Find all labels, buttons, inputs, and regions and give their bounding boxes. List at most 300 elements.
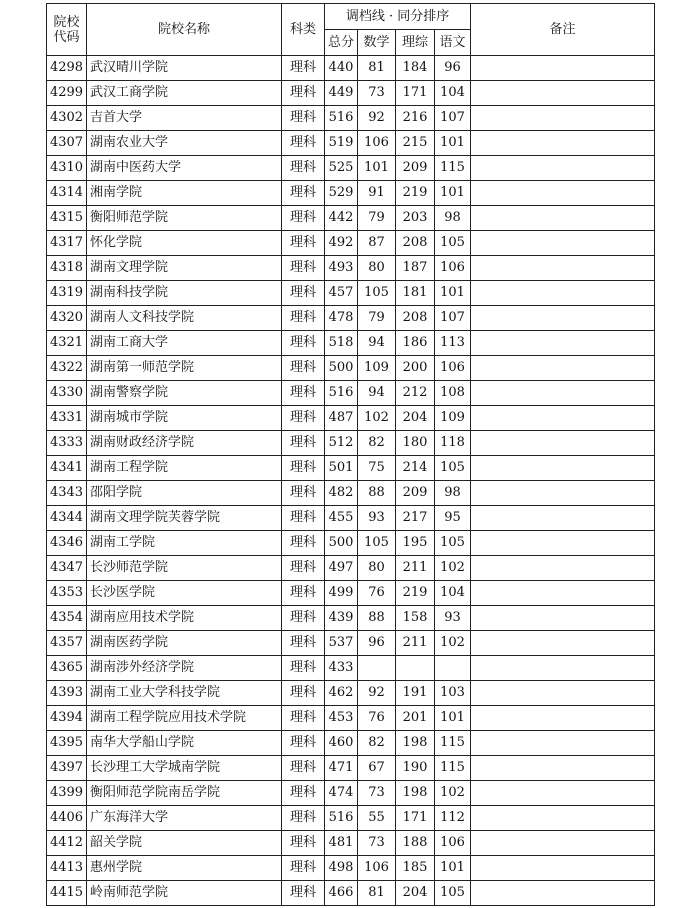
cell-category: 理科 [282, 706, 325, 731]
cell-total: 439 [325, 606, 358, 631]
cell-math: 88 [358, 481, 396, 506]
cell-code: 4406 [47, 806, 87, 831]
cell-math: 81 [358, 56, 396, 81]
table-body [47, 56, 655, 906]
table-row [47, 481, 655, 506]
cell-chinese [435, 656, 471, 681]
cell-name: 武汉晴川学院 [87, 56, 282, 81]
cell-total: 498 [325, 856, 358, 881]
cell-total: 482 [325, 481, 358, 506]
cell-math: 82 [358, 731, 396, 756]
cell-code: 4346 [47, 531, 87, 556]
cell-chinese: 93 [435, 606, 471, 631]
cell-chinese: 106 [435, 356, 471, 381]
cell-science: 171 [396, 81, 435, 106]
cell-chinese: 105 [435, 456, 471, 481]
cell-math: 81 [358, 881, 396, 906]
cell-science: 209 [396, 156, 435, 181]
cell-total: 501 [325, 456, 358, 481]
cell-math: 106 [358, 856, 396, 881]
cell-code: 4322 [47, 356, 87, 381]
table-row [47, 256, 655, 281]
table-row [47, 456, 655, 481]
cell-note [471, 531, 655, 556]
cell-name: 怀化学院 [87, 231, 282, 256]
cell-note [471, 356, 655, 381]
cell-total: 519 [325, 131, 358, 156]
cell-total: 462 [325, 681, 358, 706]
cell-total: 449 [325, 81, 358, 106]
table-row [47, 756, 655, 781]
cell-math: 55 [358, 806, 396, 831]
cell-code: 4393 [47, 681, 87, 706]
table-row [47, 706, 655, 731]
cell-total: 492 [325, 231, 358, 256]
cell-total: 512 [325, 431, 358, 456]
cell-category: 理科 [282, 581, 325, 606]
cell-total: 516 [325, 381, 358, 406]
cell-name: 湖南人文科技学院 [87, 306, 282, 331]
cell-code: 4341 [47, 456, 87, 481]
cell-note [471, 831, 655, 856]
cell-name: 湖南工业大学科技学院 [87, 681, 282, 706]
cell-total: 474 [325, 781, 358, 806]
cell-code: 4302 [47, 106, 87, 131]
table-row [47, 731, 655, 756]
cell-note [471, 481, 655, 506]
cell-science: 158 [396, 606, 435, 631]
table-row [47, 681, 655, 706]
cell-total: 466 [325, 881, 358, 906]
cell-chinese: 101 [435, 281, 471, 306]
cell-science: 200 [396, 356, 435, 381]
cell-code: 4317 [47, 231, 87, 256]
cell-chinese: 107 [435, 106, 471, 131]
cell-math: 106 [358, 131, 396, 156]
cell-name: 湖南工程学院 [87, 456, 282, 481]
cell-category: 理科 [282, 881, 325, 906]
cell-category: 理科 [282, 756, 325, 781]
cell-note [471, 781, 655, 806]
cell-code: 4314 [47, 181, 87, 206]
cell-chinese: 95 [435, 506, 471, 531]
cell-name: 岭南师范学院 [87, 881, 282, 906]
header-category: 科类 [282, 4, 325, 56]
cell-category: 理科 [282, 656, 325, 681]
cell-name: 湖南工商大学 [87, 331, 282, 356]
cell-name: 湖南农业大学 [87, 131, 282, 156]
cell-science: 212 [396, 381, 435, 406]
cell-category: 理科 [282, 806, 325, 831]
cell-total: 529 [325, 181, 358, 206]
cell-name: 湖南工学院 [87, 531, 282, 556]
cell-note [471, 231, 655, 256]
cell-code: 4330 [47, 381, 87, 406]
cell-code: 4347 [47, 556, 87, 581]
cell-chinese: 107 [435, 306, 471, 331]
cell-name: 湖南文理学院 [87, 256, 282, 281]
table-row [47, 356, 655, 381]
cell-total: 481 [325, 831, 358, 856]
cell-category: 理科 [282, 781, 325, 806]
table-row [47, 806, 655, 831]
cell-note [471, 306, 655, 331]
cell-math: 105 [358, 281, 396, 306]
table-row [47, 606, 655, 631]
cell-math: 67 [358, 756, 396, 781]
cell-science: 219 [396, 181, 435, 206]
cell-category: 理科 [282, 106, 325, 131]
cell-total: 453 [325, 706, 358, 731]
cell-total: 433 [325, 656, 358, 681]
cell-note [471, 756, 655, 781]
cell-note [471, 556, 655, 581]
cell-math: 79 [358, 306, 396, 331]
cell-chinese: 96 [435, 56, 471, 81]
cell-code: 4315 [47, 206, 87, 231]
header-chinese: 语文 [435, 30, 471, 56]
cell-note [471, 256, 655, 281]
cell-category: 理科 [282, 306, 325, 331]
cell-category: 理科 [282, 731, 325, 756]
cell-chinese: 115 [435, 731, 471, 756]
cell-science: 198 [396, 781, 435, 806]
cell-code: 4415 [47, 881, 87, 906]
cell-math: 73 [358, 781, 396, 806]
cell-note [471, 106, 655, 131]
cell-science: 214 [396, 456, 435, 481]
cell-math: 76 [358, 706, 396, 731]
cell-code: 4331 [47, 406, 87, 431]
table-row [47, 281, 655, 306]
cell-code: 4395 [47, 731, 87, 756]
table-row [47, 831, 655, 856]
cell-note [471, 606, 655, 631]
header-note: 备注 [471, 4, 655, 56]
cell-code: 4412 [47, 831, 87, 856]
cell-math: 73 [358, 81, 396, 106]
table-row [47, 331, 655, 356]
cell-name: 湖南财政经济学院 [87, 431, 282, 456]
cell-chinese: 104 [435, 581, 471, 606]
cell-science: 191 [396, 681, 435, 706]
cell-code: 4299 [47, 81, 87, 106]
cell-note [471, 181, 655, 206]
cell-category: 理科 [282, 631, 325, 656]
cell-math: 109 [358, 356, 396, 381]
cell-code: 4397 [47, 756, 87, 781]
table-row [47, 231, 655, 256]
cell-chinese: 105 [435, 231, 471, 256]
cell-math: 96 [358, 631, 396, 656]
cell-science: 211 [396, 631, 435, 656]
cell-name: 吉首大学 [87, 106, 282, 131]
cell-total: 500 [325, 356, 358, 381]
cell-name: 武汉工商学院 [87, 81, 282, 106]
cell-science: 184 [396, 56, 435, 81]
cell-chinese: 108 [435, 381, 471, 406]
cell-science: 217 [396, 506, 435, 531]
cell-code: 4307 [47, 131, 87, 156]
table-row [47, 81, 655, 106]
cell-science: 181 [396, 281, 435, 306]
cell-note [471, 881, 655, 906]
cell-total: 499 [325, 581, 358, 606]
cell-science: 187 [396, 256, 435, 281]
cell-total: 525 [325, 156, 358, 181]
cell-name: 邵阳学院 [87, 481, 282, 506]
cell-name: 湖南文理学院芙蓉学院 [87, 506, 282, 531]
cell-category: 理科 [282, 431, 325, 456]
cell-science: 209 [396, 481, 435, 506]
cell-note [471, 406, 655, 431]
cell-name: 湘南学院 [87, 181, 282, 206]
cell-total: 455 [325, 506, 358, 531]
cell-chinese: 101 [435, 131, 471, 156]
cell-chinese: 112 [435, 806, 471, 831]
table-row [47, 556, 655, 581]
cell-math: 101 [358, 156, 396, 181]
cell-category: 理科 [282, 481, 325, 506]
cell-code: 4321 [47, 331, 87, 356]
cell-total: 442 [325, 206, 358, 231]
table-row [47, 506, 655, 531]
cell-note [471, 706, 655, 731]
cell-note [471, 56, 655, 81]
cell-science: 201 [396, 706, 435, 731]
cell-math: 94 [358, 381, 396, 406]
cell-science: 198 [396, 731, 435, 756]
cell-total: 471 [325, 756, 358, 781]
table-row [47, 781, 655, 806]
cell-math: 80 [358, 256, 396, 281]
cell-science: 195 [396, 531, 435, 556]
table-row [47, 306, 655, 331]
cell-total: 460 [325, 731, 358, 756]
cell-note [471, 631, 655, 656]
cell-name: 南华大学船山学院 [87, 731, 282, 756]
cell-math: 75 [358, 456, 396, 481]
cell-chinese: 109 [435, 406, 471, 431]
cell-math: 79 [358, 206, 396, 231]
cell-category: 理科 [282, 156, 325, 181]
cell-total: 518 [325, 331, 358, 356]
cell-code: 4357 [47, 631, 87, 656]
cell-science: 215 [396, 131, 435, 156]
cell-science: 204 [396, 406, 435, 431]
table-row [47, 56, 655, 81]
cell-chinese: 113 [435, 331, 471, 356]
cell-note [471, 681, 655, 706]
cell-chinese: 115 [435, 156, 471, 181]
cell-note [471, 131, 655, 156]
cell-code: 4353 [47, 581, 87, 606]
table-row [47, 581, 655, 606]
cell-chinese: 102 [435, 631, 471, 656]
cell-math: 92 [358, 681, 396, 706]
cell-name: 广东海洋大学 [87, 806, 282, 831]
cell-note [471, 331, 655, 356]
cell-math [358, 656, 396, 681]
cell-name: 湖南应用技术学院 [87, 606, 282, 631]
cell-name: 长沙师范学院 [87, 556, 282, 581]
cell-name: 韶关学院 [87, 831, 282, 856]
cell-chinese: 101 [435, 706, 471, 731]
cell-total: 500 [325, 531, 358, 556]
cell-chinese: 115 [435, 756, 471, 781]
cell-science [396, 656, 435, 681]
cell-total: 516 [325, 106, 358, 131]
cell-science: 185 [396, 856, 435, 881]
cell-math: 105 [358, 531, 396, 556]
cell-category: 理科 [282, 331, 325, 356]
cell-code: 4320 [47, 306, 87, 331]
cell-note [471, 581, 655, 606]
cell-category: 理科 [282, 506, 325, 531]
table-row [47, 106, 655, 131]
cell-category: 理科 [282, 356, 325, 381]
table-row [47, 656, 655, 681]
cell-name: 长沙理工大学城南学院 [87, 756, 282, 781]
cell-chinese: 101 [435, 181, 471, 206]
cell-science: 188 [396, 831, 435, 856]
cell-science: 190 [396, 756, 435, 781]
cell-note [471, 431, 655, 456]
cell-note [471, 506, 655, 531]
cell-code: 4354 [47, 606, 87, 631]
cell-category: 理科 [282, 831, 325, 856]
cell-chinese: 118 [435, 431, 471, 456]
cell-math: 102 [358, 406, 396, 431]
cell-category: 理科 [282, 131, 325, 156]
cell-science: 171 [396, 806, 435, 831]
cell-math: 92 [358, 106, 396, 131]
header-science: 理综 [396, 30, 435, 56]
cell-math: 82 [358, 431, 396, 456]
cell-note [471, 731, 655, 756]
admission-table [46, 3, 655, 906]
cell-chinese: 103 [435, 681, 471, 706]
table-row [47, 406, 655, 431]
cell-math: 73 [358, 831, 396, 856]
cell-note [471, 281, 655, 306]
cell-name: 衡阳师范学院南岳学院 [87, 781, 282, 806]
cell-name: 湖南城市学院 [87, 406, 282, 431]
cell-name: 长沙医学院 [87, 581, 282, 606]
cell-category: 理科 [282, 181, 325, 206]
cell-chinese: 98 [435, 481, 471, 506]
cell-note [471, 156, 655, 181]
cell-category: 理科 [282, 56, 325, 81]
cell-category: 理科 [282, 456, 325, 481]
table-row [47, 181, 655, 206]
cell-category: 理科 [282, 381, 325, 406]
cell-code: 4310 [47, 156, 87, 181]
cell-name: 湖南警察学院 [87, 381, 282, 406]
cell-chinese: 101 [435, 856, 471, 881]
cell-science: 203 [396, 206, 435, 231]
cell-note [471, 206, 655, 231]
cell-science: 208 [396, 306, 435, 331]
cell-chinese: 102 [435, 556, 471, 581]
header-total: 总分 [325, 30, 358, 56]
header-row-1 [47, 4, 655, 30]
cell-name: 湖南医药学院 [87, 631, 282, 656]
cell-science: 208 [396, 231, 435, 256]
cell-category: 理科 [282, 206, 325, 231]
cell-math: 94 [358, 331, 396, 356]
cell-note [471, 381, 655, 406]
cell-category: 理科 [282, 256, 325, 281]
cell-code: 4343 [47, 481, 87, 506]
cell-category: 理科 [282, 281, 325, 306]
cell-total: 497 [325, 556, 358, 581]
cell-total: 487 [325, 406, 358, 431]
cell-code: 4394 [47, 706, 87, 731]
cell-total: 478 [325, 306, 358, 331]
table-row [47, 531, 655, 556]
cell-science: 216 [396, 106, 435, 131]
cell-name: 湖南涉外经济学院 [87, 656, 282, 681]
header-code: 院校代码 [47, 4, 87, 56]
table-row [47, 131, 655, 156]
table-row [47, 156, 655, 181]
header-group: 调档线 · 同分排序 [325, 4, 471, 30]
cell-name: 惠州学院 [87, 856, 282, 881]
table-row [47, 431, 655, 456]
cell-chinese: 98 [435, 206, 471, 231]
cell-note [471, 806, 655, 831]
cell-name: 衡阳师范学院 [87, 206, 282, 231]
cell-math: 93 [358, 506, 396, 531]
cell-total: 440 [325, 56, 358, 81]
cell-math: 88 [358, 606, 396, 631]
cell-total: 493 [325, 256, 358, 281]
cell-category: 理科 [282, 606, 325, 631]
cell-code: 4318 [47, 256, 87, 281]
cell-name: 湖南第一师范学院 [87, 356, 282, 381]
table-row [47, 881, 655, 906]
cell-chinese: 106 [435, 256, 471, 281]
cell-science: 180 [396, 431, 435, 456]
cell-note [471, 456, 655, 481]
cell-note [471, 81, 655, 106]
cell-code: 4333 [47, 431, 87, 456]
cell-category: 理科 [282, 681, 325, 706]
cell-category: 理科 [282, 531, 325, 556]
cell-name: 湖南工程学院应用技术学院 [87, 706, 282, 731]
header-math: 数学 [358, 30, 396, 56]
cell-note [471, 656, 655, 681]
cell-math: 76 [358, 581, 396, 606]
cell-math: 87 [358, 231, 396, 256]
cell-total: 457 [325, 281, 358, 306]
cell-note [471, 856, 655, 881]
cell-name: 湖南科技学院 [87, 281, 282, 306]
cell-category: 理科 [282, 231, 325, 256]
table-row [47, 206, 655, 231]
cell-chinese: 105 [435, 531, 471, 556]
cell-total: 516 [325, 806, 358, 831]
cell-code: 4344 [47, 506, 87, 531]
cell-code: 4365 [47, 656, 87, 681]
header-name: 院校名称 [87, 4, 282, 56]
cell-code: 4413 [47, 856, 87, 881]
cell-total: 537 [325, 631, 358, 656]
cell-math: 91 [358, 181, 396, 206]
cell-chinese: 102 [435, 781, 471, 806]
cell-chinese: 104 [435, 81, 471, 106]
